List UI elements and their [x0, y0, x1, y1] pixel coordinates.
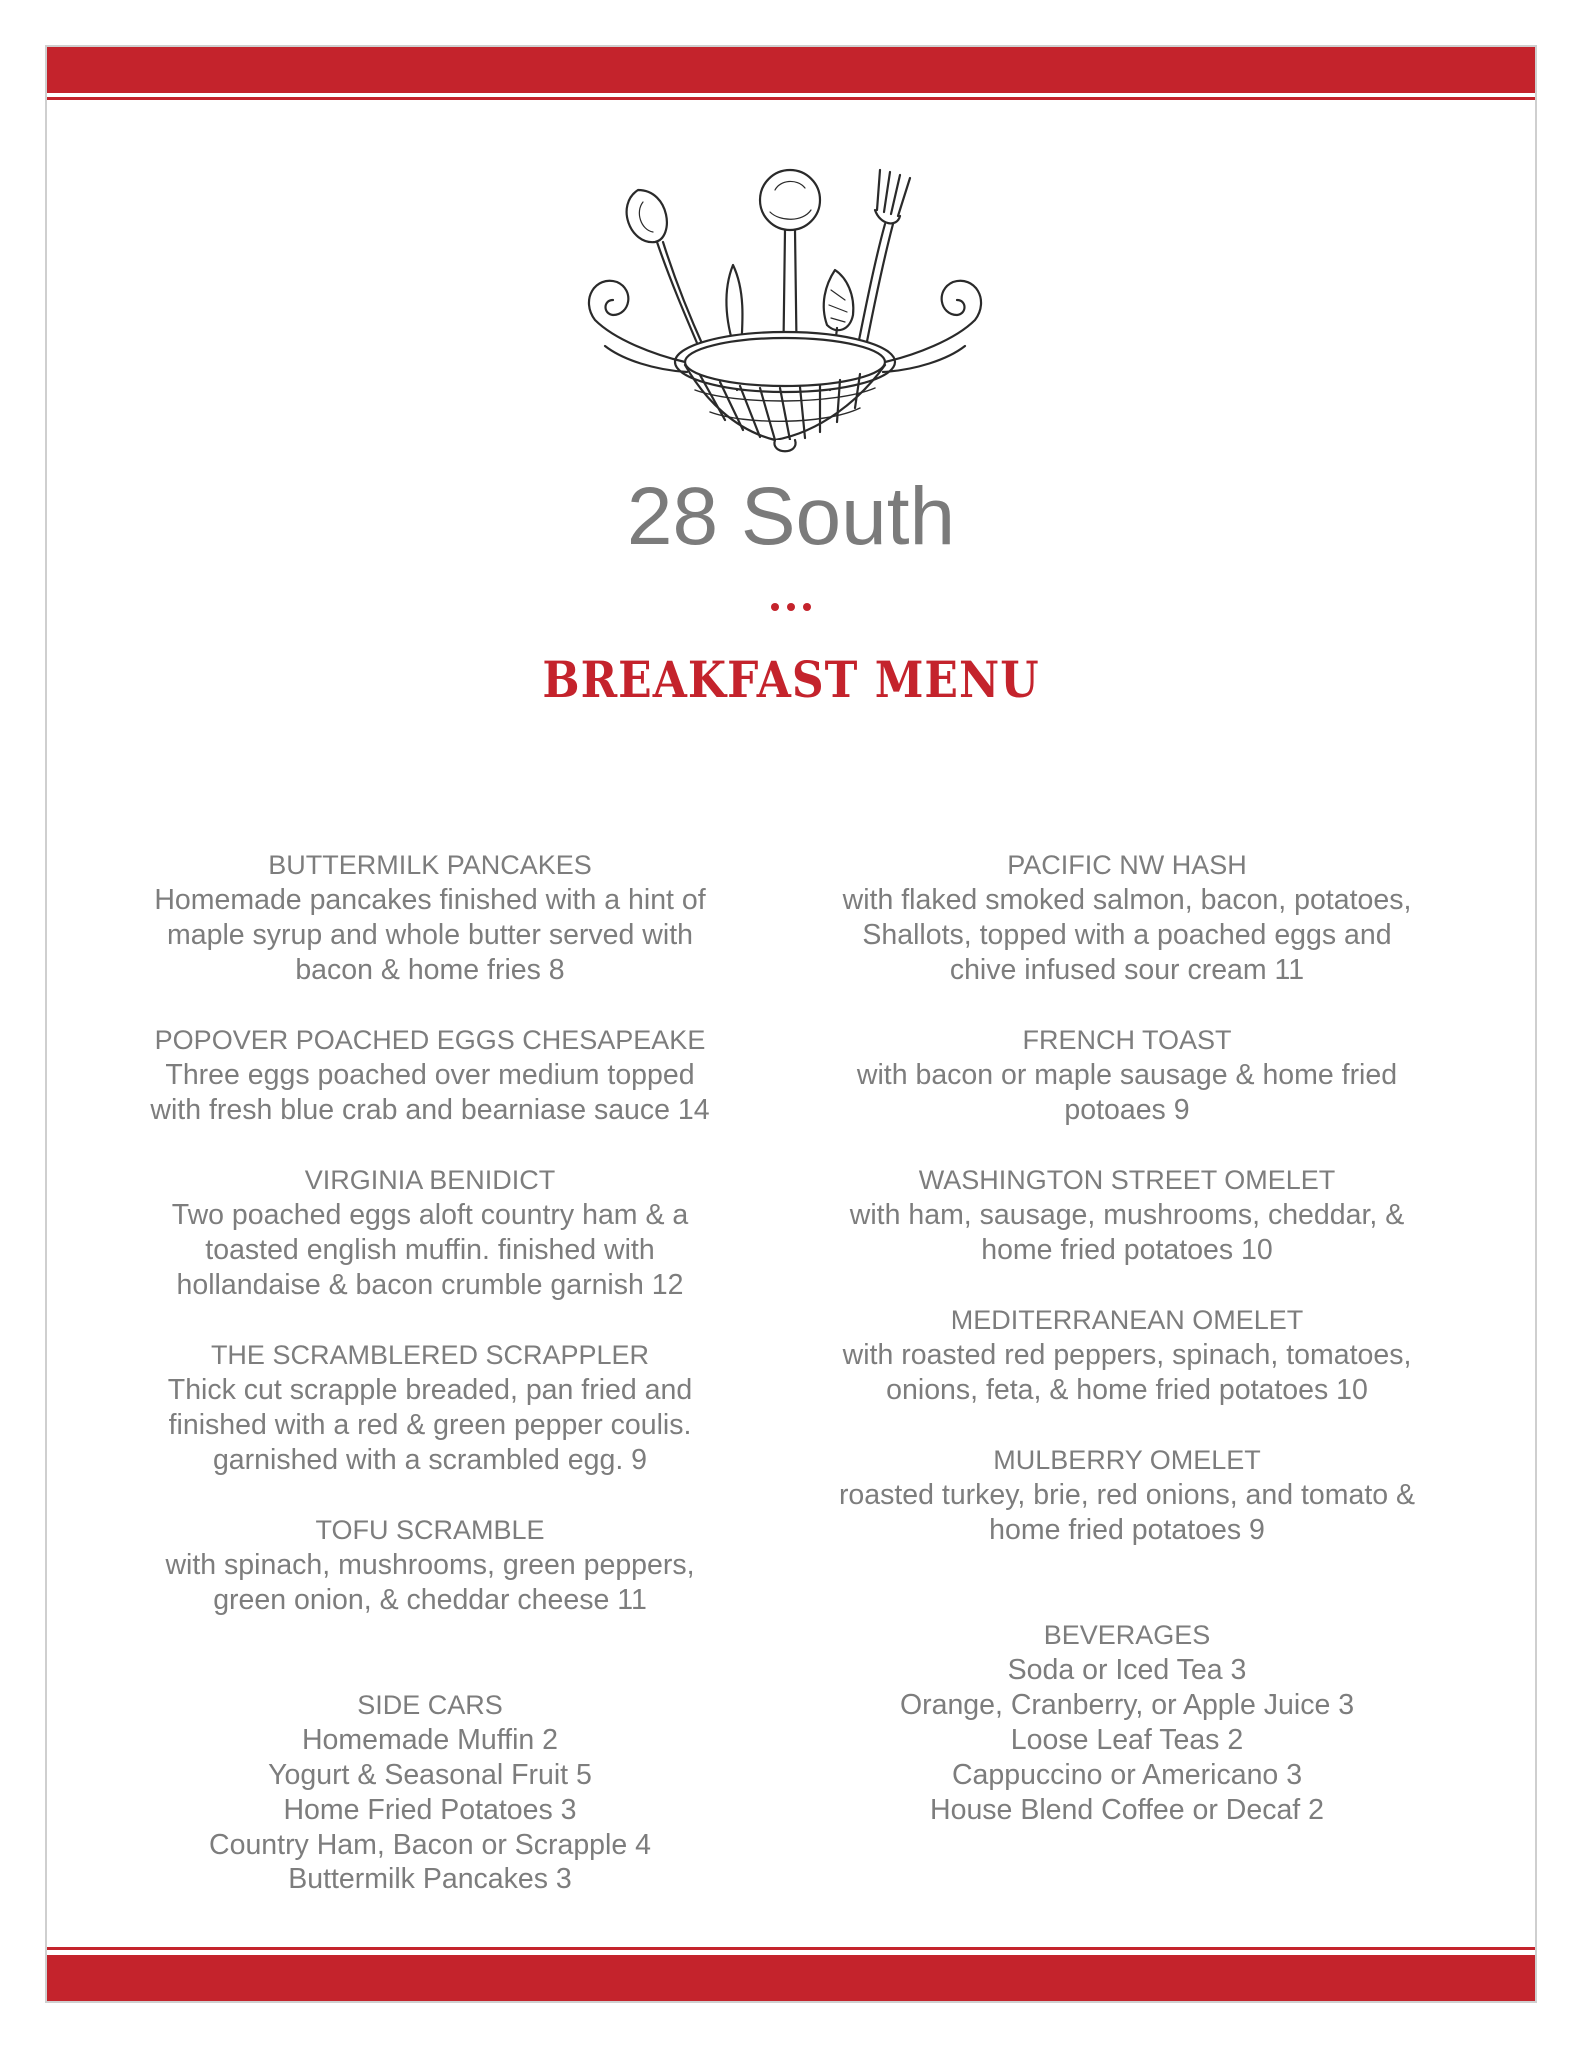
side-cars-heading: SIDE CARS — [357, 1690, 503, 1720]
menu-item-desc-line: with bacon or maple sausage & home fried — [856, 1059, 1398, 1091]
menu-item-desc-line: onions, feta, & home fried potatoes 10 — [886, 1374, 1368, 1406]
side-car-item: Yogurt & Seasonal Fruit 5 — [268, 1759, 592, 1791]
menu-item-desc-line: with roasted red peppers, spinach, tomatoes, — [842, 1339, 1412, 1371]
menu-item-desc-line: finished with a red & green pepper coulis. — [168, 1409, 692, 1441]
beverage-item: Soda or Iced Tea 3 — [1007, 1654, 1247, 1686]
menu-item-desc-line: hollandaise & bacon crumble garnish 12 — [176, 1269, 684, 1301]
menu-item — [100, 1023, 760, 1128]
menu-item-desc-line: roasted turkey, brie, red onions, and tomato & — [838, 1479, 1416, 1511]
beverages-section — [797, 1618, 1457, 1828]
menu-item — [100, 1513, 760, 1618]
decorative-dots — [0, 598, 1582, 616]
side-car-item: Home Fried Potatoes 3 — [283, 1794, 577, 1826]
menu-item-desc-line: with ham, sausage, mushrooms, cheddar, & — [849, 1199, 1405, 1231]
menu-item — [797, 1303, 1457, 1408]
menu-item-desc-line: with fresh blue crab and bearniase sauce 14 — [150, 1094, 710, 1126]
menu-item-desc-line: bacon & home fries 8 — [295, 954, 565, 986]
menu-item — [797, 848, 1457, 988]
menu-item-desc-line: garnished with a scrambled egg. 9 — [212, 1444, 648, 1476]
side-car-item: Homemade Muffin 2 — [301, 1724, 559, 1756]
menu-item-desc-line: green onion, & cheddar cheese 11 — [213, 1584, 647, 1616]
menu-item-desc-line: toasted english muffin. finished with — [205, 1234, 655, 1266]
menu-item — [100, 1338, 760, 1478]
side-car-item-clipped — [100, 1862, 760, 1895]
menu-item-name: WASHINGTON STREET OMELET — [918, 1165, 1336, 1195]
menu-item-desc-line: Shallots, topped with a poached eggs and — [862, 919, 1392, 951]
menu-item-desc-line: potoaes 9 — [1064, 1094, 1190, 1126]
bottom-red-rule — [47, 1947, 1535, 1950]
top-red-band — [47, 47, 1535, 93]
menu-item — [797, 1163, 1457, 1268]
menu-item-name: MULBERRY OMELET — [993, 1445, 1261, 1475]
menu-item-desc-line: home fried potatoes 10 — [981, 1234, 1273, 1266]
menu-item-desc-line: home fried potatoes 9 — [989, 1514, 1265, 1546]
restaurant-name: 28 South — [626, 471, 956, 562]
menu-title: BREAKFAST MENU — [542, 652, 1040, 710]
menu-item-desc-line: maple syrup and whole butter served with — [167, 919, 693, 951]
menu-item-name: PACIFIC NW HASH — [1007, 850, 1247, 880]
left-menu-column — [100, 848, 760, 1863]
dot-icon — [803, 603, 811, 611]
beverage-item: Cappuccino or Americano 3 — [951, 1759, 1303, 1791]
side-cars-section — [100, 1688, 760, 1863]
menu-item — [797, 1023, 1457, 1128]
dot-icon — [787, 603, 795, 611]
menu-item-name: BUTTERMILK PANCAKES — [268, 850, 592, 880]
menu-item-name: TOFU SCRAMBLE — [315, 1515, 545, 1545]
menu-item-name: POPOVER POACHED EGGS CHESAPEAKE — [154, 1025, 706, 1055]
menu-item — [100, 1163, 760, 1303]
menu-item-desc-line: chive infused sour cream 11 — [949, 954, 1305, 986]
beverages-heading: BEVERAGES — [1043, 1620, 1211, 1650]
bottom-red-band — [47, 1955, 1535, 2001]
cutlery-basket-icon — [575, 150, 1015, 460]
menu-item-name: THE SCRAMBLERED SCRAPPLER — [210, 1340, 650, 1370]
menu-item — [100, 848, 760, 988]
menu-item-desc-line: Three eggs poached over medium topped — [165, 1059, 695, 1091]
menu-item-desc-line: Homemade pancakes finished with a hint of — [154, 884, 706, 916]
menu-item-desc-line: Thick cut scrapple breaded, pan fried and — [167, 1374, 693, 1406]
menu-item-desc-line: Two poached eggs aloft country ham & a — [171, 1199, 689, 1231]
dot-icon — [771, 603, 779, 611]
side-car-item: Country Ham, Bacon or Scrapple 4 — [209, 1829, 651, 1861]
menu-item-name: FRENCH TOAST — [1022, 1025, 1232, 1055]
menu-item-name: MEDITERRANEAN OMELET — [950, 1305, 1304, 1335]
beverage-item: Loose Leaf Teas 2 — [1010, 1724, 1244, 1756]
beverage-item: Orange, Cranberry, or Apple Juice 3 — [899, 1689, 1355, 1721]
side-car-item: Buttermilk Pancakes 3 — [288, 1863, 572, 1895]
menu-item-desc-line: with spinach, mushrooms, green peppers, — [165, 1549, 695, 1581]
beverage-item: House Blend Coffee or Decaf 2 — [930, 1794, 1324, 1826]
menu-item-name: VIRGINIA BENIDICT — [304, 1165, 556, 1195]
right-menu-column — [797, 848, 1457, 1828]
menu-item-desc-line: with flaked smoked salmon, bacon, potatoes, — [842, 884, 1412, 916]
menu-item — [797, 1443, 1457, 1548]
top-red-rule — [47, 97, 1535, 100]
